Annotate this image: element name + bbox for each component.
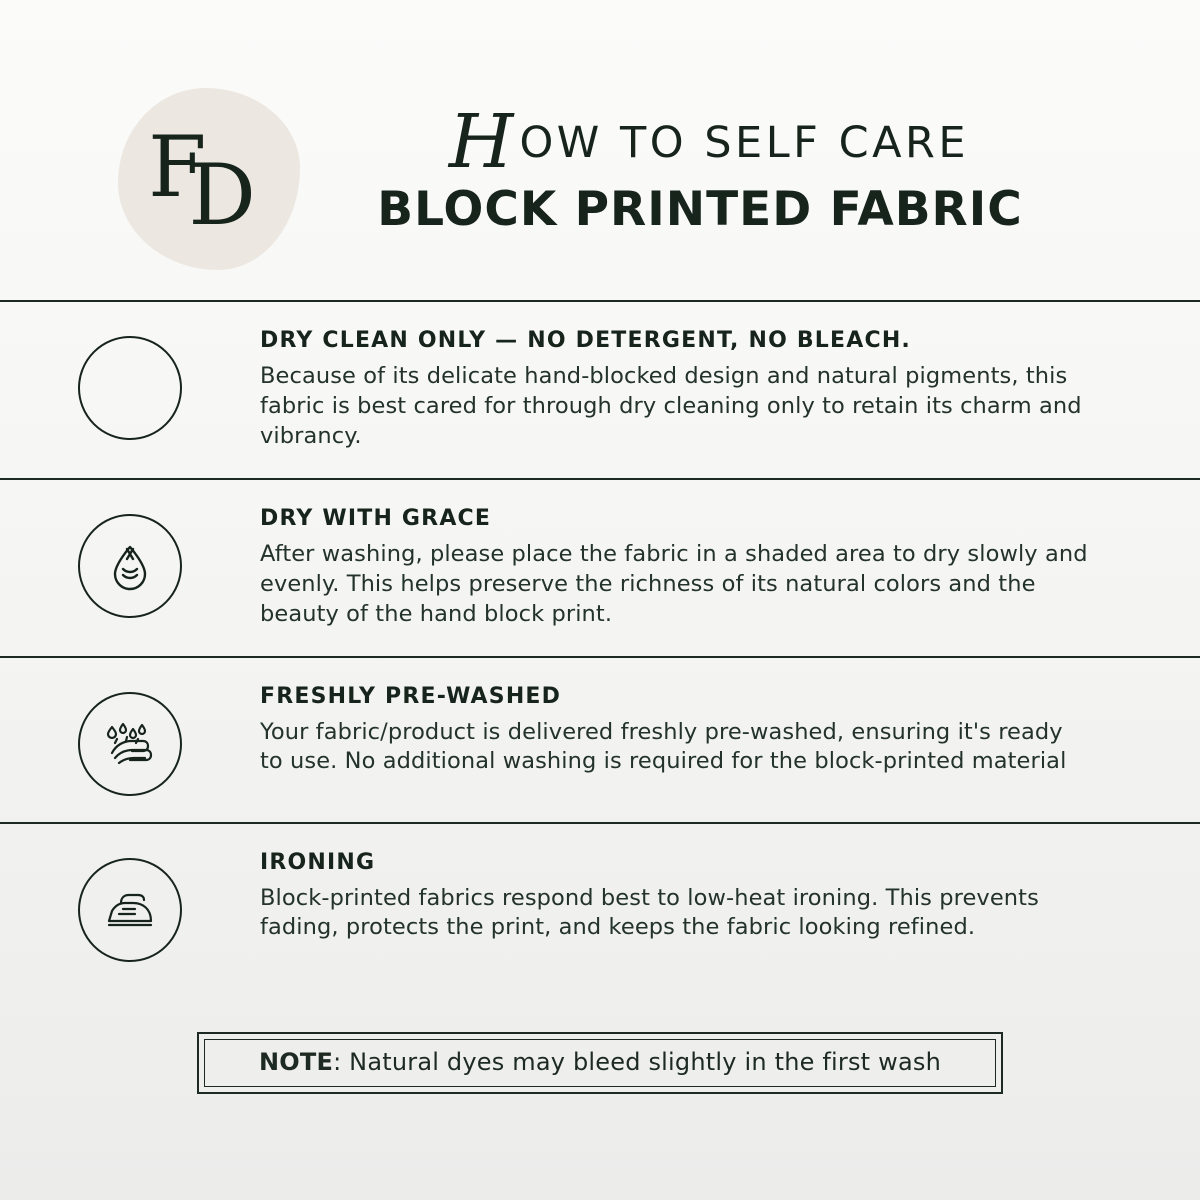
text-column [260,328,1200,452]
water-drop-no-wring-icon [78,514,182,618]
care-item-body: Because of its delicate hand-blocked design and natural pigments, this fabric is best cared for through dry cleaning only to retain its charm and vibrancy. [260,363,1082,449]
care-item [0,302,1200,478]
care-item-title: FRESHLY PRE-WASHED [260,683,562,709]
care-item-title: DRY WITH GRACE [260,505,492,531]
note-label: NOTE [259,1047,334,1076]
page-subtitle: BLOCK PRINTED FABRIC [377,182,1023,237]
washing-hands-icon [78,692,182,796]
iron-icon [78,858,182,962]
monogram-letter-d: D [188,146,254,244]
text-column [260,684,1200,778]
circle-icon [78,336,182,440]
brand-logo [118,88,300,270]
icon-column [0,850,260,962]
care-item [0,658,1200,822]
note-body: : Natural dyes may bleed slightly in the first wash [333,1047,941,1076]
icon-column [0,328,260,440]
page-header [0,0,1200,300]
care-item [0,480,1200,656]
title-block [340,99,1060,237]
logo-monogram [118,88,300,270]
monogram-letter-f: F [148,118,205,216]
note-text [259,1048,941,1076]
text-column [260,506,1200,630]
care-item [0,824,1200,988]
care-item-body: After washing, please place the fabric in a shaded area to dry slowly and evenly. This helps preserve the richness of its natural colors and the beauty of the hand block print. [260,540,1088,627]
icon-column [0,684,260,796]
icon-column [0,506,260,618]
care-item-title: IRONING [260,849,376,875]
title-script-initial: H [448,99,514,185]
note-box [197,1032,1003,1094]
note-section [0,1032,1200,1094]
page-title [340,99,1060,185]
text-column [260,850,1200,944]
care-item-body: Your fabric/product is delivered freshly pre-washed, ensuring it's ready to use. No additional washing is required for the block-printed material [260,718,1067,775]
care-item-body: Block-printed fabrics respond best to low-heat ironing. This prevents fading, protects the print, and keeps the fabric looking refined. [260,884,1039,941]
care-item-title: DRY CLEAN ONLY — NO DETERGENT, NO BLEACH. [260,328,911,353]
title-remainder: OW TO SELF CARE [519,118,970,168]
